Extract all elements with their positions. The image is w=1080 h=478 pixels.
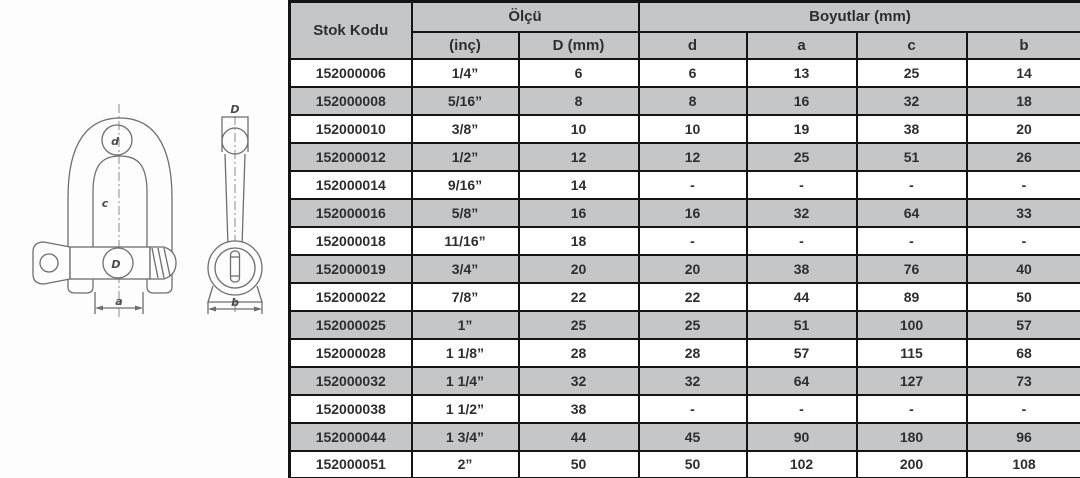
value-cell: -: [639, 171, 747, 199]
header-d-mm: D (mm): [519, 32, 639, 59]
value-cell: 73: [967, 367, 1080, 395]
table-row: [290, 143, 1080, 171]
shackle-side-view: [208, 103, 262, 314]
value-cell: 16: [639, 199, 747, 227]
stock-code-cell: 152000016: [290, 199, 412, 227]
value-cell: 12: [519, 143, 639, 171]
value-cell: 20: [967, 115, 1080, 143]
value-cell: -: [639, 395, 747, 423]
stock-code-cell: 152000010: [290, 115, 412, 143]
table-row: [290, 115, 1080, 143]
value-cell: 32: [857, 87, 967, 115]
value-cell: 68: [967, 339, 1080, 367]
table-row: [290, 423, 1080, 451]
value-cell: 96: [967, 423, 1080, 451]
value-cell: 108: [967, 451, 1080, 478]
table-row: [290, 339, 1080, 367]
value-cell: 25: [519, 311, 639, 339]
value-cell: -: [747, 171, 857, 199]
table-row: [290, 227, 1080, 255]
value-cell: 28: [639, 339, 747, 367]
side-shank-left: [225, 154, 228, 246]
value-cell: 89: [857, 283, 967, 311]
value-cell: 57: [967, 311, 1080, 339]
value-cell: 1 1/8”: [412, 339, 519, 367]
stock-code-cell: 152000038: [290, 395, 412, 423]
dim-label-D-side: D: [230, 103, 240, 116]
stock-code-cell: 152000006: [290, 59, 412, 87]
value-cell: 3/8”: [412, 115, 519, 143]
header-inch: (inç): [412, 32, 519, 59]
value-cell: 1 3/4”: [412, 423, 519, 451]
value-cell: 50: [519, 451, 639, 478]
header-olcu: Ölçü: [412, 2, 639, 32]
stock-code-cell: 152000025: [290, 311, 412, 339]
value-cell: 200: [857, 451, 967, 478]
stock-code-cell: 152000044: [290, 423, 412, 451]
header-stok-kodu: Stok Kodu: [290, 2, 412, 59]
value-cell: 44: [747, 283, 857, 311]
value-cell: 32: [519, 367, 639, 395]
value-cell: 28: [519, 339, 639, 367]
value-cell: 13: [747, 59, 857, 87]
dim-label-b: b: [231, 296, 239, 309]
value-cell: -: [967, 171, 1080, 199]
value-cell: 44: [519, 423, 639, 451]
dim-label-c: c: [101, 197, 109, 210]
value-cell: 18: [519, 227, 639, 255]
value-cell: 19: [747, 115, 857, 143]
value-cell: 38: [857, 115, 967, 143]
header-dim-c: c: [857, 32, 967, 59]
value-cell: 20: [519, 255, 639, 283]
value-cell: 38: [747, 255, 857, 283]
value-cell: 8: [639, 87, 747, 115]
value-cell: 5/8”: [412, 199, 519, 227]
value-cell: 2”: [412, 451, 519, 478]
value-cell: 1/4”: [412, 59, 519, 87]
value-cell: -: [967, 227, 1080, 255]
table-row: [290, 283, 1080, 311]
value-cell: 22: [639, 283, 747, 311]
stock-code-cell: 152000018: [290, 227, 412, 255]
value-cell: 64: [857, 199, 967, 227]
dim-label-d: d: [111, 135, 119, 148]
value-cell: 7/8”: [412, 283, 519, 311]
stock-code-cell: 152000032: [290, 367, 412, 395]
dim-label-a: a: [115, 295, 123, 308]
value-cell: -: [857, 227, 967, 255]
value-cell: 26: [967, 143, 1080, 171]
value-cell: 64: [747, 367, 857, 395]
shackle-drawing-svg: [0, 0, 288, 478]
table-row: [290, 199, 1080, 227]
value-cell: 57: [747, 339, 857, 367]
shackle-technical-drawing: [0, 0, 288, 478]
value-cell: 1 1/4”: [412, 367, 519, 395]
header-dim-a: a: [747, 32, 857, 59]
stock-code-cell: 152000028: [290, 339, 412, 367]
value-cell: -: [639, 227, 747, 255]
table-row: [290, 59, 1080, 87]
value-cell: 50: [639, 451, 747, 478]
value-cell: 32: [639, 367, 747, 395]
value-cell: 33: [967, 199, 1080, 227]
value-cell: 100: [857, 311, 967, 339]
value-cell: 18: [967, 87, 1080, 115]
value-cell: 90: [747, 423, 857, 451]
value-cell: 10: [639, 115, 747, 143]
table-body: [290, 59, 1080, 478]
value-cell: -: [967, 395, 1080, 423]
spec-table-wrap: [288, 0, 1080, 478]
value-cell: 6: [639, 59, 747, 87]
value-cell: 50: [967, 283, 1080, 311]
table-row: [290, 171, 1080, 199]
value-cell: 45: [639, 423, 747, 451]
value-cell: -: [857, 171, 967, 199]
value-cell: 11/16”: [412, 227, 519, 255]
value-cell: 51: [857, 143, 967, 171]
value-cell: 32: [747, 199, 857, 227]
side-shank-right: [242, 154, 245, 246]
value-cell: 76: [857, 255, 967, 283]
table-row: [290, 311, 1080, 339]
table-row: [290, 87, 1080, 115]
value-cell: 9/16”: [412, 171, 519, 199]
value-cell: 3/4”: [412, 255, 519, 283]
value-cell: 8: [519, 87, 639, 115]
value-cell: -: [857, 395, 967, 423]
header-boyutlar: Boyutlar (mm): [639, 2, 1080, 32]
value-cell: 1 1/2”: [412, 395, 519, 423]
table-row: [290, 451, 1080, 478]
value-cell: 51: [747, 311, 857, 339]
pin-assembly: [33, 242, 176, 284]
stock-code-cell: 152000022: [290, 283, 412, 311]
value-cell: 127: [857, 367, 967, 395]
value-cell: 1/2”: [412, 143, 519, 171]
table-row: [290, 255, 1080, 283]
value-cell: 10: [519, 115, 639, 143]
value-cell: 6: [519, 59, 639, 87]
value-cell: 40: [967, 255, 1080, 283]
value-cell: -: [747, 227, 857, 255]
stock-code-cell: 152000051: [290, 451, 412, 478]
value-cell: 25: [747, 143, 857, 171]
table-row: [290, 395, 1080, 423]
value-cell: 16: [747, 87, 857, 115]
side-pin: [231, 251, 240, 282]
value-cell: 12: [639, 143, 747, 171]
value-cell: 102: [747, 451, 857, 478]
value-cell: 14: [967, 59, 1080, 87]
stock-code-cell: 152000012: [290, 143, 412, 171]
value-cell: 5/16”: [412, 87, 519, 115]
value-cell: 180: [857, 423, 967, 451]
value-cell: 20: [639, 255, 747, 283]
shackle-front-view: [33, 104, 176, 318]
shackle-spec-table: [288, 0, 1080, 478]
header-dim-d: d: [639, 32, 747, 59]
pin-eye-lug: [33, 242, 70, 284]
value-cell: 14: [519, 171, 639, 199]
stock-code-cell: 152000019: [290, 255, 412, 283]
dim-label-D: D: [111, 258, 121, 271]
value-cell: 25: [857, 59, 967, 87]
stock-code-cell: 152000014: [290, 171, 412, 199]
value-cell: 115: [857, 339, 967, 367]
value-cell: 16: [519, 199, 639, 227]
value-cell: 1”: [412, 311, 519, 339]
value-cell: 22: [519, 283, 639, 311]
table-row: [290, 367, 1080, 395]
header-dim-b: b: [967, 32, 1080, 59]
value-cell: 38: [519, 395, 639, 423]
stock-code-cell: 152000008: [290, 87, 412, 115]
value-cell: -: [747, 395, 857, 423]
value-cell: 25: [639, 311, 747, 339]
